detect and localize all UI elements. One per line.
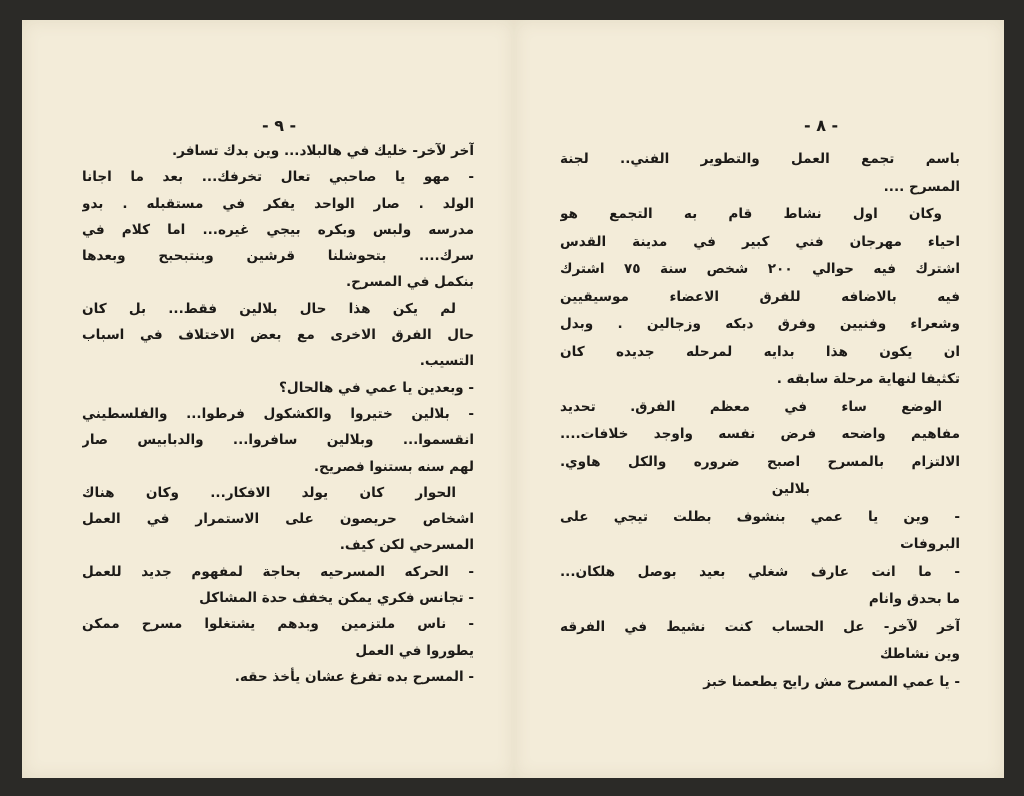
text-line: المسرحي لكن كيف. (339, 537, 474, 554)
text-line: بنكمل في المسرح. (345, 274, 474, 291)
text-line: انقسموا... وبلالين سافروا... والدبابيس صار (82, 432, 474, 449)
text-line: وكان اول نشاط قام به التجمع هو (560, 206, 942, 222)
text-line: - ما انت عارف شغلي بعيد بوصل هلكان... (560, 563, 960, 580)
text-line: آخر لآخر- عل الحساب كنت نشيط في الفرقه (560, 618, 960, 635)
right-page (514, 20, 1004, 778)
text-line: وين نشاطك (879, 646, 960, 662)
text-line: اشترك فيه حوالي ٢٠٠ شخص سنة ٧٥ اشترك (560, 261, 960, 277)
page-text (560, 146, 960, 696)
text-line: - وين يا عمي بنشوف بطلت تيجي على (560, 508, 960, 525)
text-line: وشعراء وفنيين وفرق دبكه وزجالين . وبدل (560, 316, 960, 332)
text-line: المسرح .... (883, 178, 960, 195)
text-line: فيه بالاضافه للفرق الاعضاء موسيقيين (560, 288, 960, 305)
text-line: باسم تجمع العمل والتطوير الفني.. لجنة (560, 151, 960, 167)
text-line: تكثيفا لنهاية مرحلة سابقه . (776, 371, 960, 387)
text-line: الوضع ساء في معظم الفرق. تحديد (560, 398, 942, 415)
text-line: الولد . صار الواحد يفكر في مستقبله . بدو (82, 195, 474, 212)
text-line: مدرسه ولبس وبكره بيجي غيره... اما كلام في (82, 221, 474, 238)
text-line: سرك.... بتحوشلنا قرشين وبنتبحبح وبعدها (82, 248, 474, 265)
text-line: الالتزام بالمسرح اصبح ضروره والكل هاوي. (560, 453, 960, 470)
text-line: البروفات (900, 536, 960, 552)
text-line: مفاهيم واضحه فرض نفسه واوجد خلافات.... (560, 426, 960, 442)
text-line: - ناس ملتزمين وبدهم يشتغلوا مسرح ممكن (82, 616, 474, 633)
text-line: آخر لآخر- خليك في هالبلاد... وين بدك تسافر. (171, 143, 474, 159)
left-page (22, 20, 514, 778)
text-line: حال الفرق الاخرى مع بعض الاختلاف في اسباب (82, 327, 474, 344)
text-line: اشخاص حريصون على الاستمرار في العمل (82, 511, 474, 528)
text-line: - المسرح بده تفرغ عشان يأخذ حقه. (234, 668, 474, 685)
page-text (82, 138, 474, 690)
text-line: لم يكن هذا حال بلالين فقط... بل كان (82, 300, 456, 317)
text-line: - بلالين ختيروا والكشكول فرطوا... والفلسطيني (82, 405, 474, 422)
text-line: - وبعدين يا عمي في هالحال؟ (279, 379, 474, 396)
text-line: بلالين (771, 481, 810, 497)
text-line: - يا عمي المسرح مش رايح يطعمنا خبز (703, 673, 960, 690)
page-number: - ٩ - (262, 116, 297, 135)
text-line: - مهو يا صاحبي تعال تخرفك... بعد ما اجانا (82, 169, 474, 186)
text-line: ما بحدق وانام (868, 591, 960, 607)
text-line: احياء مهرجان فني كبير في مدينة القدس (560, 233, 960, 250)
text-line: - الحركه المسرحيه بحاجة لمفهوم جديد للعمل (82, 563, 474, 580)
text-line: لهم سنه بستنوا فصريح. (313, 458, 474, 475)
text-line: يطوروا في العمل (355, 642, 474, 659)
text-line: ان يكون هذا بدايه لمرحله جديده كان (560, 343, 960, 360)
text-line: التسيب. (419, 353, 474, 370)
page-number: - ٨ - (804, 116, 839, 135)
text-line: الحوار كان يولد الافكار... وكان هناك (82, 484, 456, 501)
text-line: - تجانس فكري يمكن يخفف حدة المشاكل (199, 590, 474, 607)
